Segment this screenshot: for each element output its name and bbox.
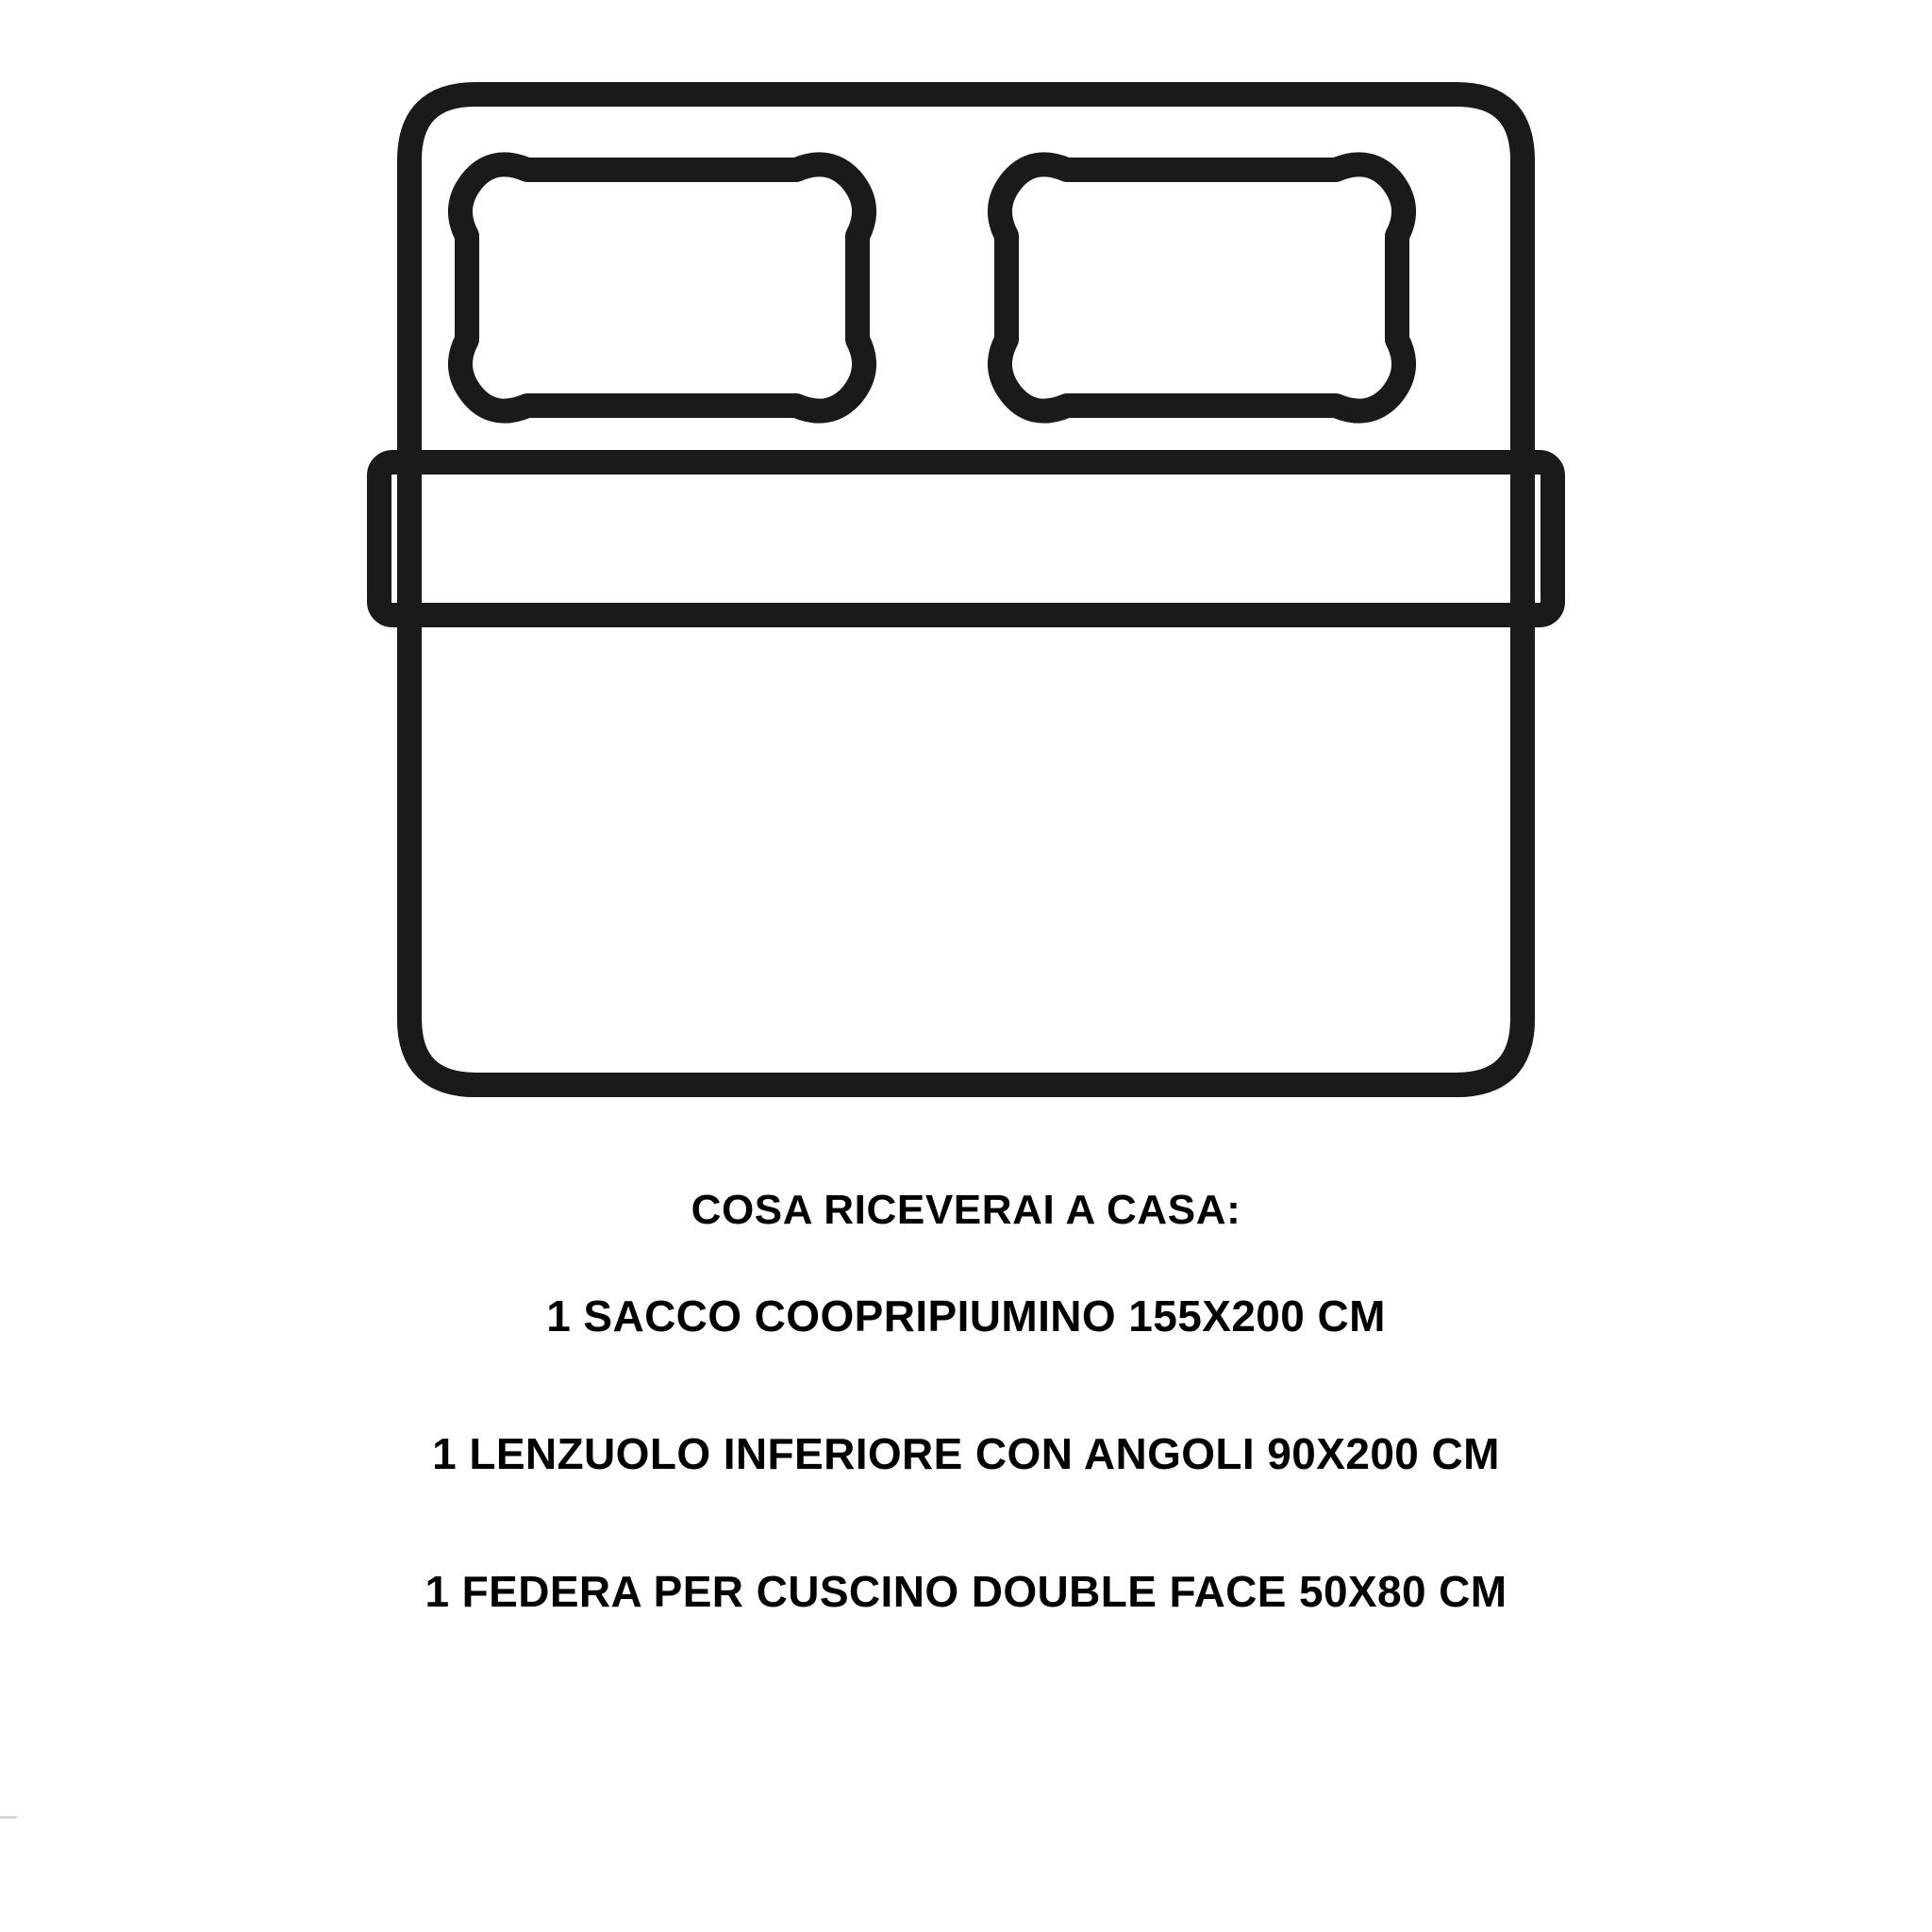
page-edge-mark [0,1816,17,1819]
list-item: 1 LENZUOLO INFERIORE CON ANGOLI 90X200 CM [432,1429,1500,1478]
left-pillow [460,164,864,410]
text-block [0,1187,1932,1617]
bed-illustration [353,57,1579,1170]
duvet [409,615,1523,1085]
bed-frame [409,94,1523,1085]
folded-sheet-band [379,462,1553,615]
page-title: COSA RICEVERAI A CASA: [691,1187,1241,1233]
right-pillow [1000,164,1404,410]
list-item: 1 FEDERA PER CUSCINO DOUBLE FACE 50X80 CM [425,1567,1507,1616]
list-item: 1 SACCO COOPRIPIUMINO 155X200 CM [546,1291,1386,1341]
